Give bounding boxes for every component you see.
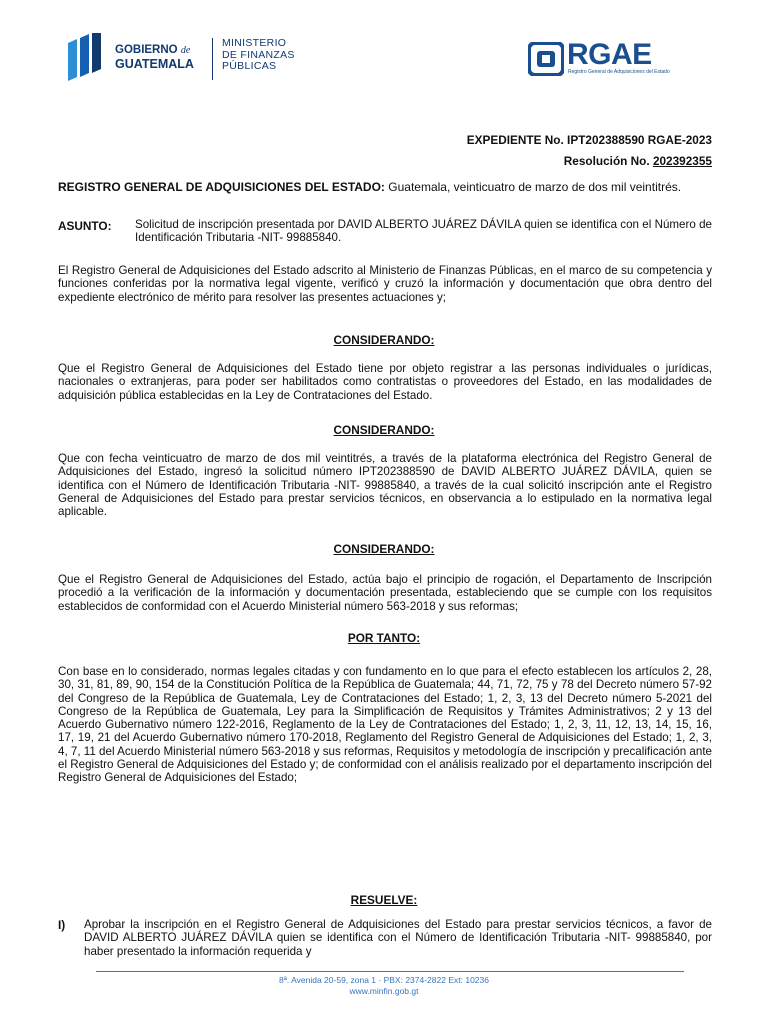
resolucion-label: Resolución No. [563, 154, 650, 168]
asunto-text: Solicitud de inscripción presentada por DAVID ALBERTO JUÁREZ DÁVILA quien se identifica con el Número de Identificación Tributaria -NIT- 99885840. [135, 218, 712, 245]
rgae-name: RGAE [567, 38, 652, 71]
paragraph-3: Que con fecha veinticuatro de marzo de dos mil veintitrés, a través de la plataforma electrónica del Registro General de Adquisiciones del Estado, ingresó la solicitud número IPT202388590 de DAVID ALBERTO JUÁREZ DÁVILA, quien se identifica con el Número de Identificación Tributaria -NIT- 99885840, a través de la cual solicitó inscripción ante el Registro General de Adquisiciones del Estado para prestar servicios técnicos, en observancia a lo estipulado en la normativa legal aplicable. [58, 452, 712, 519]
de-text: de [180, 45, 191, 56]
rgae-subtitle: Registro General de Adquisiciones del Estado [568, 69, 670, 75]
guatemala-text: GUATEMALA [115, 57, 194, 71]
ministerio-line-1: MINISTERIO [222, 37, 287, 49]
considerando-heading-1: CONSIDERANDO: [333, 333, 435, 347]
asunto-label: ASUNTO: [58, 219, 112, 233]
ministerio-logo-text [222, 38, 295, 73]
intro-paragraph [58, 180, 712, 194]
paragraph-1: El Registro General de Adquisiciones del Estado adscrito al Ministerio de Finanzas Públicas, en el marco de su competencia y funciones conferidas por la normativa legal vigente, verificó y cruzó la información y documentación que obra dentro del expediente electrónico de mérito para resolver las presentes actuaciones y; [58, 264, 712, 304]
paragraph-5: Con base en lo considerado, normas legales citadas y con fundamento en lo que para el efecto establecen los artículos 2, 28, 30, 31, 81, 89, 90, 154 de la Constitución Política de la República de Guatemala; 44, 71, 72, 75 y 78 del Decreto número 57-92 del Congreso de la República de Guatemala, Ley de Contrataciones del Estado; 1, 2, 3, 13 del Decreto número 5-2021 del Congreso de la República de Guatemala, Ley para la Simplificación de Requisitos y Trámites Administrativos; 2 y 13 del Acuerdo Gubernativo número 122-2016, Reglamento de la Ley de Contrataciones del Estado; 1, 2, 3, 11, 12, 13, 14, 15, 16, 17, 19, 21 del Acuerdo Gubernativo número 170-2018, Reglamento del Registro General de Adquisiciones del Estado; 1, 2, 3, 4, 7, 11 del Acuerdo Ministerial número 563-2018 y sus reformas, Requisitos y metodología de inscripción y precalificación ante el Registro General de Adquisiciones del Estado y; de conformidad con el análisis realizado por el departamento inscripción del Registro General de Adquisiciones del Estado; [58, 665, 712, 785]
por-tanto-heading: POR TANTO: [347, 631, 421, 645]
guatemala-emblem-icon [68, 33, 104, 81]
expediente-number: EXPEDIENTE No. IPT202388590 RGAE-2023 [466, 133, 712, 147]
footer-divider [96, 971, 684, 972]
rgae-logo [528, 40, 708, 80]
paragraph-4: Que el Registro General de Adquisiciones del Estado, actúa bajo el principio de rogación, el Departamento de Inscripción procedió a la verificación de la información y documentación presentada, estableciendo que se cumple con los requisitos establecidos de conformidad con el Acuerdo Ministerial número 563-2018 y sus reformas; [58, 573, 712, 613]
ministerio-line-3: PÚBLICAS [222, 60, 277, 72]
intro-bold: REGISTRO GENERAL DE ADQUISICIONES DEL ESTADO: [58, 180, 385, 194]
considerando-heading-3: CONSIDERANDO: [333, 542, 435, 556]
logo-divider [212, 38, 213, 80]
considerando-heading-2: CONSIDERANDO: [333, 423, 435, 437]
resolucion-number [564, 154, 712, 168]
ministerio-line-2: DE FINANZAS [222, 48, 295, 61]
paragraph-2: Que el Registro General de Adquisiciones del Estado tiene por objeto registrar a las personas individuales o jurídicas, nacionales o extranjeras, para poder ser habilitados como contratistas o proveedores del Estado, en las modalidades de adquisición pública establecidas en la Ley de Contrataciones del Estado. [58, 362, 712, 402]
resolucion-value: 202392355 [652, 154, 712, 168]
resuelve-item-1-text: Aprobar la inscripción en el Registro General de Adquisiciones del Estado para prestar servicios técnicos, a favor de DAVID ALBERTO JUÁREZ DÁVILA quien se identifica con el Número de Identificación Tributaria -NIT- 99885840, por haber presentado la información requerida y [84, 918, 712, 958]
resuelve-item-1-label: I) [58, 918, 66, 932]
gobierno-logo [68, 33, 208, 81]
gobierno-text: GOBIERNO [115, 44, 178, 56]
rgae-emblem-icon [528, 42, 564, 76]
resuelve-heading: RESUELVE: [350, 893, 418, 907]
footer-address: 8ª. Avenida 20-59, zona 1 · PBX: 2374-2822 Ext: 10236 [279, 975, 489, 985]
footer-website: www.minfin.gob.gt [349, 986, 419, 996]
intro-date: Guatemala, veinticuatro de marzo de dos mil veintitrés. [384, 180, 682, 194]
